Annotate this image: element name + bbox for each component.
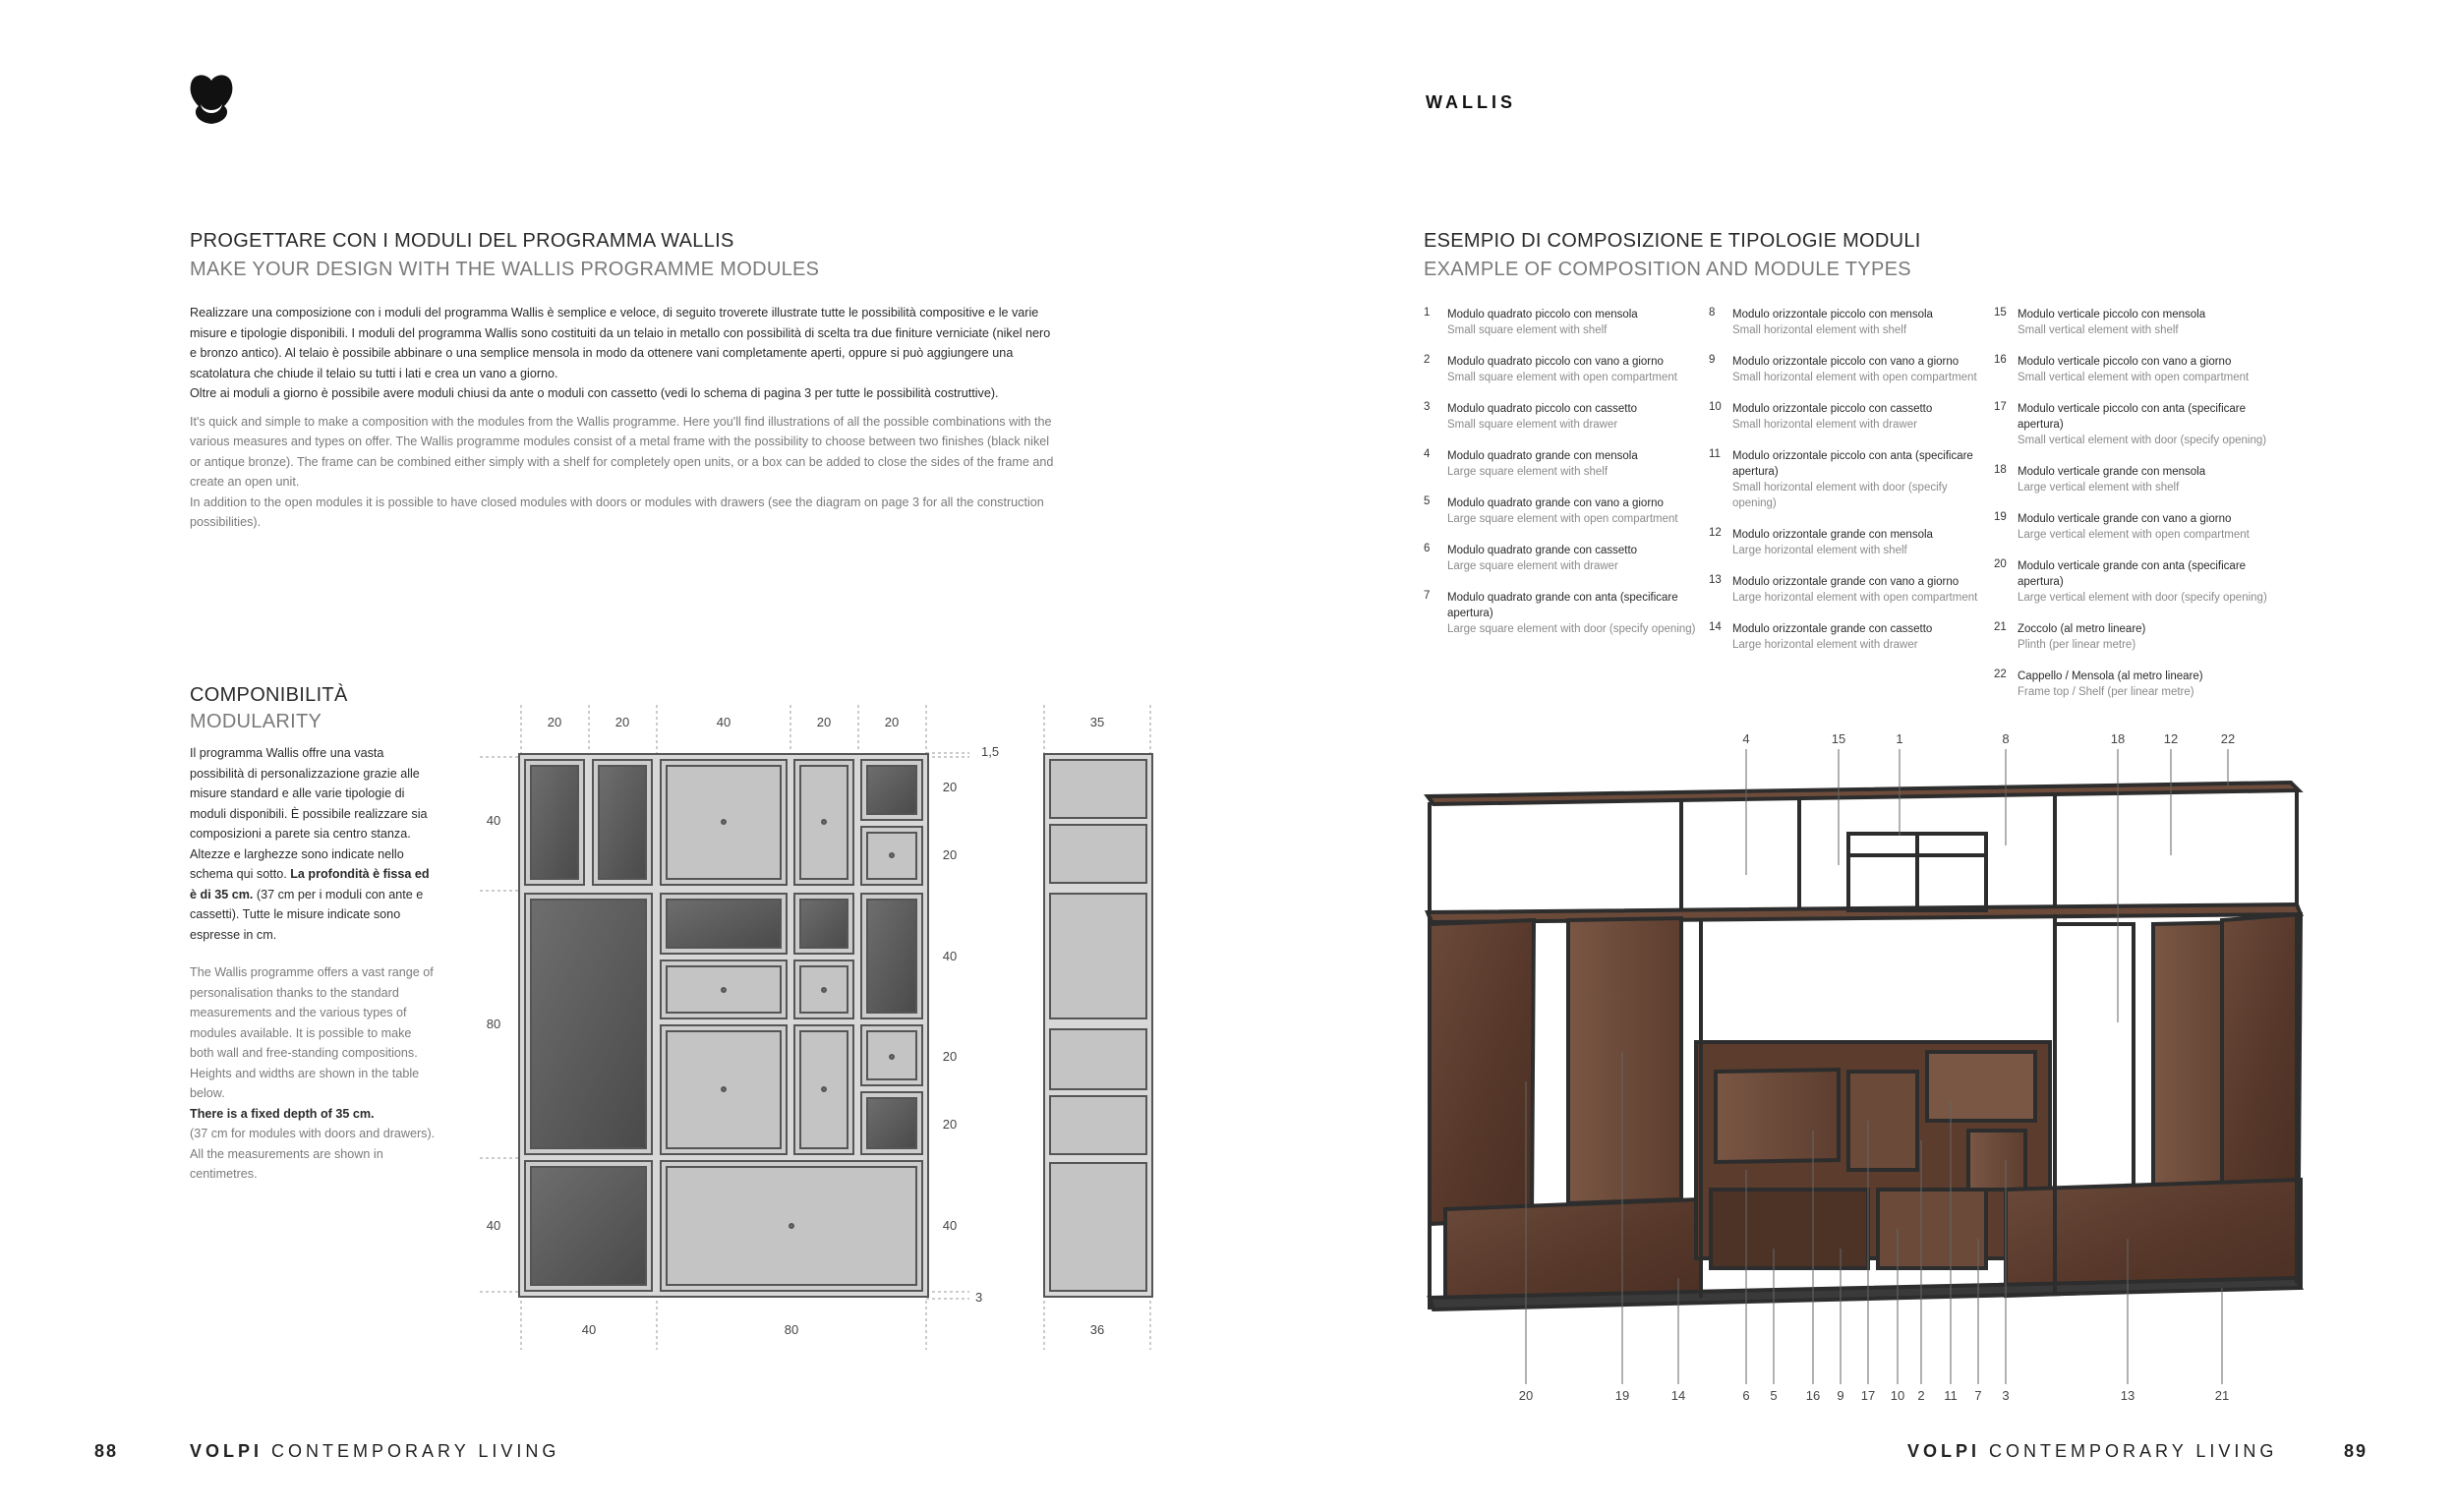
module-name-it: Cappello / Mensola (al metro lineare): [2018, 670, 2203, 682]
side-elevation: [1044, 754, 1152, 1297]
module-number: 14: [1709, 621, 1722, 633]
module-number: 11: [1709, 448, 1721, 460]
modularity-text-en: The Wallis programme offers a vast range of personalisation thanks to the standard measurements and the various types of modules available. It is possible to make both wall and free-standing compositions. Heights and widths are shown in the table below.: [190, 965, 434, 1100]
module-number: 4: [1424, 448, 1431, 460]
photo-label-15: 15: [1831, 731, 1846, 746]
photo-label-2: 2: [1917, 1388, 1925, 1403]
module-number: 10: [1709, 401, 1722, 413]
photo-label-16: 16: [1805, 1388, 1821, 1403]
intro-text-it-second: Oltre ai moduli a giorno è possibile avere moduli chiusi da ante o moduli con cassetto (vedi lo schema di pagina 3 per tutte le possibilità costruttive).: [190, 386, 999, 400]
module-item: [1994, 401, 2269, 448]
module-number: 12: [1709, 527, 1722, 539]
module-list-col-3: [1994, 307, 2269, 716]
module-number: 5: [1424, 495, 1431, 507]
modularity-depth-en: There is a fixed depth of 35 cm.: [190, 1106, 375, 1121]
page-number-right: 89: [2344, 1441, 2369, 1461]
module-name-it: Modulo orizzontale grande con cassetto: [1732, 623, 1933, 635]
photo-label-8: 8: [2002, 731, 2010, 746]
module-number: 15: [1994, 307, 2007, 319]
module-number: 9: [1709, 354, 1716, 366]
module-name-en: Small horizontal element with drawer: [1732, 419, 1917, 431]
module-name-it: Modulo verticale grande con vano a giorno: [2018, 513, 2232, 525]
module-name-en: Small vertical element with shelf: [2018, 324, 2179, 336]
footer-brand-right-bold: VOLPI: [1907, 1441, 1981, 1461]
dim-side-top: 35: [1089, 715, 1105, 729]
dim-right-6: 40: [942, 1218, 958, 1233]
module-name-en: Large vertical element with shelf: [2018, 482, 2180, 494]
module-number: 22: [1994, 669, 2007, 680]
module-name-en: Large horizontal element with drawer: [1732, 639, 1918, 651]
intro-text-en-main: It's quick and simple to make a composition with the modules from the Wallis programme. Here you'll find illustrations of all the possible combinations with the various measures and types on offer. The Wallis programme modules consist of a metal frame with the possibility to choose between two finishes (black nikel or antique bronze). The frame can be combined either simply with a shelf for completely open units, or a box can be added to close the sides of the frame and create an open unit.: [190, 414, 1054, 489]
module-name-it: Modulo orizzontale piccolo con anta (specificare apertura): [1732, 450, 1973, 478]
footer-brand-right: [1907, 1441, 2277, 1462]
modularity-title-it: COMPONIBILITÀ: [190, 684, 348, 706]
modularity-diagram: [462, 693, 1170, 1362]
example-title-it: ESEMPIO DI COMPOSIZIONE E TIPOLOGIE MODULI: [1424, 230, 1921, 252]
dim-bottom-thickness: 3: [975, 1290, 983, 1305]
dim-left-1: 40: [486, 813, 501, 828]
module-item: [1709, 448, 1984, 511]
module-number: 19: [1994, 511, 2007, 523]
module-number: 17: [1994, 401, 2007, 413]
footer-brand-left: [190, 1441, 559, 1462]
module-item: [1709, 527, 1984, 558]
dim-bottom-1: 40: [581, 1322, 597, 1337]
module-name-it: Modulo verticale grande con anta (specificare apertura): [2018, 560, 2247, 588]
footer-brand-left-rest: CONTEMPORARY LIVING: [271, 1441, 560, 1461]
module-item: [1424, 354, 1699, 385]
module-item: [1424, 401, 1699, 433]
module-item: [1709, 401, 1984, 433]
module-number: 8: [1709, 307, 1716, 319]
module-name-it: Modulo quadrato piccolo con cassetto: [1447, 403, 1638, 415]
module-list-col-2: [1709, 307, 1984, 669]
module-number: 2: [1424, 354, 1431, 366]
photo-label-6: 6: [1742, 1388, 1750, 1403]
module-name-en: Large square element with shelf: [1447, 466, 1609, 478]
module-name-en: Large square element with open compartment: [1447, 513, 1678, 525]
photo-label-12: 12: [2163, 731, 2179, 746]
module-name-en: Large square element with door (specify opening): [1447, 623, 1696, 635]
module-item: [1994, 511, 2269, 543]
shelving-unit: [1428, 783, 2301, 1309]
module-item: [1994, 669, 2269, 700]
module-name-en: Frame top / Shelf (per linear metre): [2018, 686, 2194, 698]
module-name-en: Plinth (per linear metre): [2018, 639, 2136, 651]
modularity-text-en-b: (37 cm for modules with doors and drawers). All the measurements are shown in centimetres.: [190, 1127, 436, 1181]
module-number: 6: [1424, 543, 1431, 554]
dim-right-2: 20: [942, 847, 958, 862]
photo-label-19: 19: [1614, 1388, 1630, 1403]
module-number: 21: [1994, 621, 2007, 633]
module-name-it: Modulo quadrato grande con mensola: [1447, 450, 1638, 462]
front-elevation: [519, 754, 928, 1297]
photo-label-5: 5: [1770, 1388, 1778, 1403]
photo-label-3: 3: [2002, 1388, 2010, 1403]
dim-right-1: 20: [942, 780, 958, 794]
intro-text-it-main: Realizzare una composizione con i moduli del programma Wallis è semplice e veloce, di seguito troverete illustrate tutte le possibilità compositive e le varie misure e tipologie disponibili. I moduli del programma Wallis sono costituiti da un telaio in metallo con possibilità di scelta tra due finiture verniciate (nikel nero e bronzo antico). Al telaio è possibile abbinare o una semplice mensola in modo da ottenere vani completamente aperti, oppure si può aggiungere una scatolatura che chiude il telaio su tutti i lati e crea un vano a giorno.: [190, 306, 1051, 380]
module-item: [1994, 354, 2269, 385]
modularity-section: [190, 684, 436, 1185]
photo-label-20: 20: [1518, 1388, 1534, 1403]
module-name-it: Modulo quadrato grande con cassetto: [1447, 545, 1638, 556]
example-title-en: EXAMPLE OF COMPOSITION AND MODULE TYPES: [1424, 259, 1911, 280]
module-name-en: Large square element with drawer: [1447, 560, 1618, 572]
module-item: [1709, 307, 1984, 338]
module-number: 18: [1994, 464, 2007, 476]
photo-label-9: 9: [1837, 1388, 1844, 1403]
module-name-it: Modulo verticale piccolo con mensola: [2018, 309, 2206, 320]
example-section: [1424, 230, 2407, 281]
dim-right-4: 20: [942, 1049, 958, 1064]
modularity-depth-it: La profondità è fissa ed è di 35 cm.: [190, 867, 430, 901]
footer-brand-left-bold: VOLPI: [190, 1441, 263, 1461]
module-number: 16: [1994, 354, 2007, 366]
module-name-it: Modulo verticale grande con mensola: [2018, 466, 2206, 478]
module-name-it: Modulo quadrato grande con anta (specificare apertura): [1447, 592, 1678, 619]
module-list-col-1: [1424, 307, 1699, 653]
dim-left-3: 40: [486, 1218, 501, 1233]
dim-top-4: 20: [816, 715, 832, 729]
module-name-en: Large horizontal element with shelf: [1732, 545, 1907, 556]
modularity-text-it-b: (37 cm per i moduli con ante e cassetti). Tutte le misure indicate sono espresse in cm.: [190, 887, 424, 942]
dim-top-1: 20: [547, 715, 562, 729]
dim-top-thickness: 1,5: [981, 744, 1000, 759]
module-name-it: Modulo orizzontale piccolo con cassetto: [1732, 403, 1933, 415]
dim-side-bottom: 36: [1089, 1322, 1105, 1337]
module-name-it: Modulo orizzontale grande con mensola: [1732, 529, 1933, 541]
dim-top-3: 40: [716, 715, 731, 729]
footer-brand-right-rest: CONTEMPORARY LIVING: [1989, 1441, 2278, 1461]
module-name-en: Small square element with shelf: [1447, 324, 1608, 336]
intro-section: [190, 230, 1055, 533]
photo-label-7: 7: [1974, 1388, 1982, 1403]
intro-title-en: MAKE YOUR DESIGN WITH THE WALLIS PROGRAMME MODULES: [190, 259, 820, 280]
module-name-it: Modulo orizzontale grande con vano a giorno: [1732, 576, 1960, 588]
modularity-title-en: MODULARITY: [190, 711, 322, 732]
dim-left-2: 80: [486, 1017, 501, 1031]
module-item: [1424, 543, 1699, 574]
volpi-logo-icon: [187, 71, 236, 126]
dim-right-5: 20: [942, 1117, 958, 1132]
intro-text-en-second: In addition to the open modules it is possible to have closed modules with doors or modules with drawers (see the diagram on page 3 for all the construction possibilities).: [190, 494, 1044, 529]
module-item: [1994, 464, 2269, 495]
module-number: 20: [1994, 558, 2007, 570]
module-item: [1709, 621, 1984, 653]
module-name-en: Small vertical element with door (specify opening): [2018, 435, 2267, 446]
module-number: 13: [1709, 574, 1722, 586]
module-name-en: Small vertical element with open compartment: [2018, 372, 2250, 383]
dim-top-5: 20: [884, 715, 900, 729]
composition-photo: [1416, 727, 2409, 1406]
photo-label-14: 14: [1670, 1388, 1686, 1403]
module-name-en: Large horizontal element with open compartment: [1732, 592, 1978, 604]
module-item: [1424, 590, 1699, 637]
module-name-en: Small square element with open compartment: [1447, 372, 1677, 383]
photo-label-4: 4: [1742, 731, 1750, 746]
photo-label-21: 21: [2214, 1388, 2230, 1403]
modularity-text-it: [190, 743, 436, 945]
photo-label-18: 18: [2110, 731, 2126, 746]
module-name-it: Modulo quadrato piccolo con mensola: [1447, 309, 1638, 320]
module-name-it: Modulo orizzontale piccolo con mensola: [1732, 309, 1933, 320]
module-item: [1994, 307, 2269, 338]
photo-label-13: 13: [2120, 1388, 2135, 1403]
module-name-it: Modulo orizzontale piccolo con vano a giorno: [1732, 356, 1960, 368]
module-name-it: Modulo verticale piccolo con vano a giorno: [2018, 356, 2232, 368]
module-item: [1424, 307, 1699, 338]
dim-top-2: 20: [614, 715, 630, 729]
module-item: [1709, 574, 1984, 606]
photo-label-22: 22: [2220, 731, 2236, 746]
module-item: [1424, 448, 1699, 480]
module-number: 3: [1424, 401, 1431, 413]
intro-title-it: PROGETTARE CON I MODULI DEL PROGRAMMA WALLIS: [190, 230, 734, 252]
module-name-it: Modulo verticale piccolo con anta (specificare apertura): [2018, 403, 2247, 431]
section-brand-title: WALLIS: [1426, 92, 1516, 112]
module-item: [1424, 495, 1699, 527]
photo-label-11: 11: [1944, 1388, 1958, 1403]
module-name-it: Modulo quadrato grande con vano a giorno: [1447, 497, 1664, 509]
module-name-en: Small horizontal element with door (specify opening): [1732, 482, 1948, 509]
intro-text-it: [190, 303, 1055, 404]
module-item: [1709, 354, 1984, 385]
module-name-en: Large vertical element with door (specify opening): [2018, 592, 2267, 604]
module-name-en: Small horizontal element with open compartment: [1732, 372, 1977, 383]
dim-bottom-2: 80: [784, 1322, 799, 1337]
module-name-en: Small horizontal element with shelf: [1732, 324, 1907, 336]
dim-right-3: 40: [942, 949, 958, 963]
module-name-en: Small square element with drawer: [1447, 419, 1618, 431]
module-name-it: Modulo quadrato piccolo con vano a giorno: [1447, 356, 1664, 368]
photo-label-17: 17: [1860, 1388, 1876, 1403]
modularity-text-it-a: Il programma Wallis offre una vasta possibilità di personalizzazione grazie alle misure standard e alle varie tipologie di moduli disponibili. È possibile realizzare sia composizioni a parete sia centro stanza. Altezze e larghezze sono indicate nello schema qui sotto.: [190, 746, 428, 881]
intro-text-en: [190, 412, 1055, 533]
module-number: 7: [1424, 590, 1431, 602]
photo-label-1: 1: [1896, 731, 1903, 746]
module-name-en: Large vertical element with open compartment: [2018, 529, 2250, 541]
module-number: 1: [1424, 307, 1431, 319]
photo-label-10: 10: [1890, 1388, 1905, 1403]
module-item: [1994, 621, 2269, 653]
module-item: [1994, 558, 2269, 606]
page-number-left: 88: [94, 1441, 119, 1461]
module-name-it: Zoccolo (al metro lineare): [2018, 623, 2146, 635]
